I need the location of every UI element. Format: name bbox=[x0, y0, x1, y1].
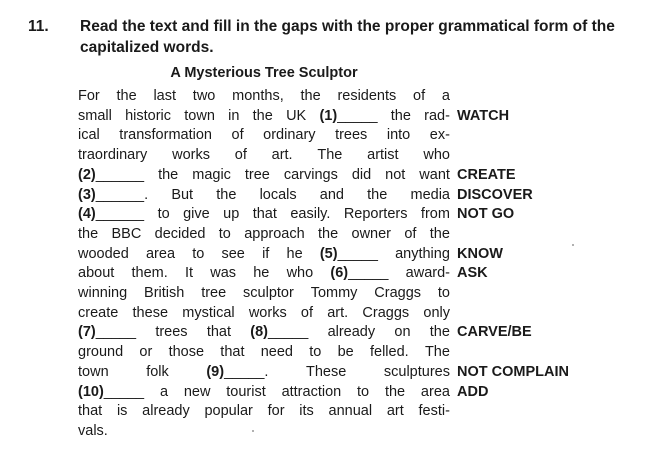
keyword-ask: ASK bbox=[457, 265, 488, 282]
word: of bbox=[231, 127, 244, 144]
word: to bbox=[218, 225, 231, 242]
word: sculptures bbox=[383, 363, 450, 380]
word: need bbox=[260, 344, 293, 361]
word: the bbox=[390, 107, 411, 124]
text-line bbox=[78, 166, 516, 184]
word: Craggs bbox=[374, 285, 422, 301]
word: he bbox=[286, 245, 303, 262]
word: easily. bbox=[290, 206, 331, 223]
line-text bbox=[78, 284, 450, 302]
gap-number: (1) bbox=[319, 107, 338, 124]
word: the bbox=[429, 324, 450, 341]
word: (6)_____ bbox=[330, 265, 389, 282]
word: popular bbox=[204, 403, 253, 420]
word: in bbox=[228, 107, 240, 124]
keyword-watch: WATCH bbox=[457, 107, 510, 124]
word: the bbox=[384, 383, 406, 400]
word: of bbox=[404, 225, 417, 242]
word: who bbox=[423, 147, 450, 164]
word: who bbox=[286, 265, 314, 282]
word: Tommy bbox=[310, 285, 358, 301]
text-line bbox=[78, 126, 450, 144]
word: vals. bbox=[78, 422, 108, 439]
word: anything bbox=[395, 245, 450, 262]
word: of bbox=[413, 88, 426, 104]
line-text bbox=[78, 422, 450, 440]
text-line bbox=[78, 363, 569, 381]
line-text bbox=[78, 107, 450, 125]
keyword-not-go: NOT GO bbox=[457, 206, 515, 223]
gap-number: (3) bbox=[78, 186, 96, 203]
word: Craggs bbox=[362, 304, 410, 321]
word: tree bbox=[244, 166, 270, 183]
text-line bbox=[78, 205, 515, 223]
line-text bbox=[78, 87, 450, 105]
word: not bbox=[385, 166, 406, 183]
text-line bbox=[78, 107, 510, 125]
word: transformation bbox=[119, 127, 212, 144]
word: trees bbox=[335, 127, 368, 144]
word: about bbox=[78, 265, 115, 282]
word: the bbox=[429, 225, 450, 242]
word: area bbox=[145, 245, 176, 262]
word: mystical bbox=[182, 304, 235, 321]
task-instruction: Read the text and fill in the gaps with the proper grammatical form of the capitalized words. bbox=[80, 18, 615, 56]
word: a bbox=[159, 383, 169, 400]
line-text bbox=[78, 363, 450, 381]
word: he bbox=[253, 265, 270, 282]
keyword-know: KNOW bbox=[457, 245, 503, 262]
word: is bbox=[116, 403, 128, 420]
keyword-discover: DISCOVER bbox=[457, 186, 533, 203]
word: It bbox=[184, 265, 194, 282]
gap-number: (2) bbox=[78, 166, 96, 183]
word: up bbox=[223, 206, 240, 223]
line-text bbox=[78, 146, 450, 164]
word: trees bbox=[155, 324, 188, 341]
word: to bbox=[157, 206, 170, 223]
word: into bbox=[386, 127, 411, 144]
word: those bbox=[168, 344, 205, 361]
word: of bbox=[300, 304, 314, 321]
word: new bbox=[183, 383, 211, 400]
line-text bbox=[78, 323, 450, 341]
word: For bbox=[78, 88, 100, 104]
word: create bbox=[78, 304, 119, 321]
word: only bbox=[423, 304, 450, 321]
word: that bbox=[206, 324, 231, 341]
text-line bbox=[78, 284, 450, 302]
line-text bbox=[78, 245, 450, 263]
line-text bbox=[78, 264, 450, 282]
word: did bbox=[351, 166, 372, 183]
text-line bbox=[78, 245, 503, 263]
word: artist bbox=[367, 147, 399, 164]
text-line bbox=[78, 186, 533, 204]
word: months, bbox=[232, 88, 284, 104]
word: annual bbox=[328, 403, 373, 420]
word: attraction bbox=[281, 383, 342, 400]
word: to bbox=[357, 383, 370, 400]
word: (2)______ bbox=[78, 166, 145, 183]
word: that bbox=[252, 206, 277, 223]
line-text bbox=[78, 402, 450, 420]
word: town bbox=[184, 107, 215, 124]
word: works bbox=[172, 147, 210, 164]
word: (7)_____ bbox=[78, 324, 137, 341]
word: wooded bbox=[78, 245, 129, 262]
word: (8)_____ bbox=[250, 324, 309, 341]
word: to bbox=[192, 245, 205, 262]
word: be bbox=[337, 344, 354, 361]
word: approach bbox=[244, 225, 305, 242]
word: of bbox=[234, 147, 247, 164]
word: tree bbox=[201, 285, 227, 301]
line-text bbox=[78, 383, 450, 401]
word: art. bbox=[327, 304, 349, 321]
word: residents bbox=[337, 88, 397, 104]
gap-number: (7) bbox=[78, 324, 96, 341]
word: area bbox=[420, 383, 450, 400]
line-text bbox=[78, 304, 450, 322]
word: its bbox=[299, 403, 314, 420]
gap-number: (10) bbox=[78, 383, 104, 400]
text-line bbox=[78, 225, 450, 243]
line-text bbox=[78, 166, 450, 184]
word: locals bbox=[259, 186, 297, 203]
text-line bbox=[78, 323, 532, 341]
word: folk bbox=[146, 363, 169, 380]
word: to bbox=[437, 285, 450, 301]
word: to bbox=[309, 344, 322, 361]
word: UK bbox=[286, 107, 307, 124]
word: British bbox=[144, 285, 185, 301]
word: works bbox=[248, 304, 287, 321]
text-line bbox=[78, 264, 488, 282]
word: (5)_____ bbox=[319, 245, 378, 262]
line-text bbox=[78, 186, 450, 204]
word: if bbox=[262, 245, 270, 262]
text-line bbox=[78, 402, 450, 420]
word: media bbox=[410, 186, 450, 203]
scan-speck bbox=[572, 244, 574, 246]
word: These bbox=[306, 363, 347, 380]
gap-number: (4) bbox=[78, 206, 96, 223]
word: want bbox=[419, 166, 450, 183]
word: But bbox=[171, 186, 194, 203]
word: them. bbox=[131, 265, 168, 282]
word: town bbox=[78, 363, 109, 380]
word: already bbox=[142, 403, 190, 420]
word: last bbox=[153, 88, 177, 104]
gap-number: (9) bbox=[206, 363, 225, 380]
word: decided bbox=[154, 225, 206, 242]
word: the bbox=[318, 225, 339, 242]
line-text bbox=[78, 225, 450, 243]
word: or bbox=[139, 344, 153, 361]
text-title: A Mysterious Tree Sculptor bbox=[170, 65, 358, 81]
word: tourist bbox=[226, 383, 266, 400]
scan-speck bbox=[252, 430, 254, 432]
word: art bbox=[386, 403, 404, 420]
line-text bbox=[78, 205, 450, 223]
word: festi- bbox=[418, 403, 450, 420]
word: owner bbox=[351, 225, 391, 242]
word: the bbox=[216, 186, 237, 203]
word: the bbox=[116, 88, 137, 104]
word: Reporters bbox=[343, 206, 408, 223]
word: art. bbox=[271, 147, 293, 164]
word: small bbox=[78, 107, 112, 124]
task-number: 11. bbox=[28, 18, 49, 35]
gap-number: (5) bbox=[319, 245, 338, 262]
word: sculptor bbox=[243, 285, 294, 301]
word: the bbox=[158, 166, 179, 183]
keyword-create: CREATE bbox=[457, 166, 516, 183]
word: winning bbox=[78, 285, 128, 301]
word: The bbox=[424, 344, 450, 361]
word: magic bbox=[192, 166, 231, 183]
text-line bbox=[78, 146, 450, 164]
keyword-add: ADD bbox=[457, 383, 489, 400]
word: ical bbox=[78, 127, 100, 144]
word: these bbox=[132, 304, 169, 321]
word: already bbox=[327, 324, 376, 341]
word: for bbox=[267, 403, 285, 420]
word: award- bbox=[405, 265, 450, 282]
word: that bbox=[78, 403, 103, 420]
word: give bbox=[183, 206, 210, 223]
text-line bbox=[78, 87, 450, 105]
text-line bbox=[78, 422, 450, 440]
word: a bbox=[441, 88, 450, 104]
word: (3)______. bbox=[78, 186, 149, 203]
word: and bbox=[319, 186, 344, 203]
line-text bbox=[78, 343, 450, 361]
word: traordinary bbox=[78, 147, 148, 164]
word: felled. bbox=[369, 344, 409, 361]
word: the bbox=[367, 186, 388, 203]
text-line bbox=[78, 343, 450, 361]
word: rad- bbox=[424, 107, 450, 124]
word: (9)_____. bbox=[206, 363, 269, 380]
word: the bbox=[252, 107, 273, 124]
word: was bbox=[210, 265, 237, 282]
keyword-not-complain: NOT COMPLAIN bbox=[457, 363, 569, 380]
keyword-carve-be: CARVE/BE bbox=[457, 324, 532, 341]
word: (1)_____ bbox=[319, 107, 378, 124]
line-text bbox=[78, 126, 450, 144]
word: on bbox=[394, 324, 411, 341]
word: historic bbox=[125, 107, 172, 124]
text-line bbox=[78, 383, 489, 401]
word: The bbox=[317, 147, 343, 164]
word: ordinary bbox=[263, 127, 316, 144]
word: BBC bbox=[111, 225, 142, 242]
word: the bbox=[300, 88, 321, 104]
gap-number: (6) bbox=[330, 265, 349, 282]
word: from bbox=[420, 206, 450, 223]
word: carvings bbox=[283, 166, 338, 183]
word: (4)______ bbox=[78, 206, 145, 223]
word: (10)_____ bbox=[78, 383, 145, 400]
word: that bbox=[220, 344, 245, 361]
gap-number: (8) bbox=[250, 324, 268, 341]
text-line bbox=[78, 304, 450, 322]
word: two bbox=[192, 88, 216, 104]
word: the bbox=[78, 225, 99, 242]
word: see bbox=[221, 245, 245, 262]
word: ground bbox=[78, 344, 124, 361]
word: ex- bbox=[429, 127, 450, 144]
